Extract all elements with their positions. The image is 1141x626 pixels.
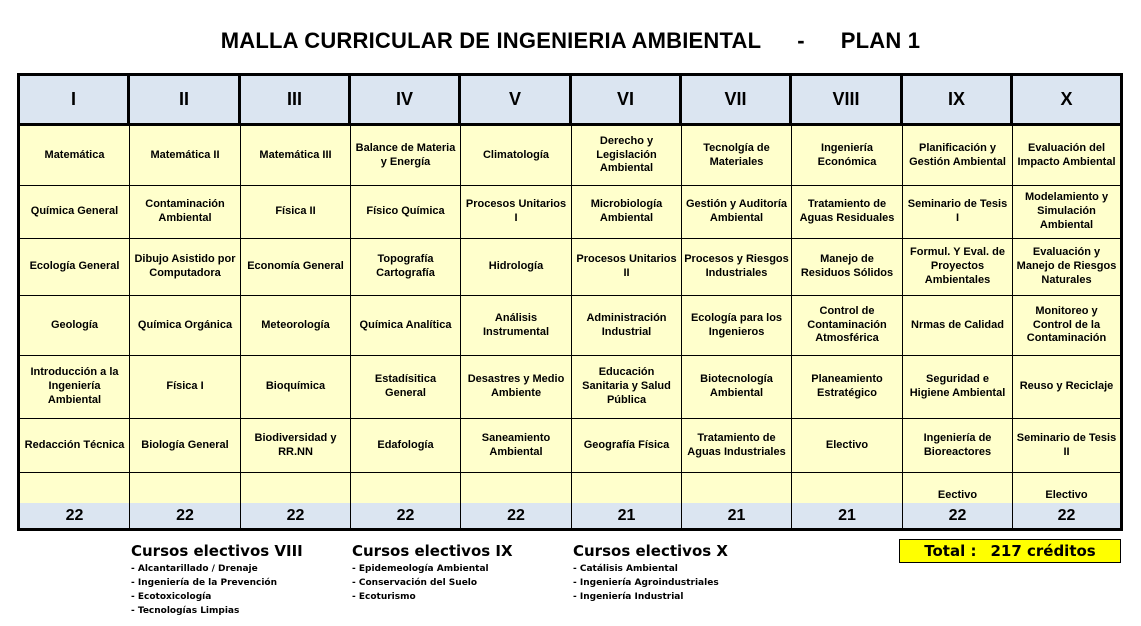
credits-cell: 22 [130,503,241,528]
course-cell: Balance de Materia y Energía [351,126,461,186]
course-cell: Física I [130,356,241,419]
semester-header: IX [903,76,1013,123]
electives-list [131,562,303,618]
total-value: 217 créditos [990,542,1096,560]
course-cell: Ingeniería Económica [792,126,903,186]
course-cell: Edafología [351,419,461,473]
course-cell: Planificación y Gestión Ambiental [903,126,1013,186]
title-separator: - [797,28,805,53]
credits-cell: 22 [903,503,1013,528]
course-cell: Dibujo Asistido por Computadora [130,239,241,296]
course-cell: Físico Química [351,186,461,239]
course-cell: Química General [20,186,130,239]
semester-header: II [130,76,241,123]
total-label: Total : [924,542,977,560]
course-cell: Planeamiento Estratégico [792,356,903,419]
course-cell: Geología [20,296,130,356]
course-cell: Electivo [1013,473,1120,520]
elective-item: - Ecoturismo [352,592,416,602]
credits-cell: 22 [461,503,572,528]
elective-item: - Ecotoxicología [131,592,212,602]
semester-header: V [461,76,572,123]
electives-x [573,542,728,604]
course-cell: Biodiversidad y RR.NN [241,419,351,473]
course-cell: Nrmas de Calidad [903,296,1013,356]
credits-cell: 21 [792,503,903,528]
electives-title: Cursos electivos X [573,542,728,560]
elective-item: - Conservación del Suelo [352,578,478,588]
page-title [0,28,1141,54]
course-cell: Desastres y Medio Ambiente [461,356,572,419]
course-cell: Hidrología [461,239,572,296]
semester-header: VI [572,76,682,123]
course-cell: Biología General [130,419,241,473]
semester-header: IV [351,76,461,123]
electives-title: Cursos electivos IX [352,542,513,560]
course-cell: Tratamiento de Aguas Residuales [792,186,903,239]
course-cell: Biotecnología Ambiental [682,356,792,419]
course-cell: Seminario de Tesis II [1013,419,1120,473]
course-cell: Bioquímica [241,356,351,419]
course-cell: Climatología [461,126,572,186]
course-cell: Matemática [20,126,130,186]
course-cell: Procesos Unitarios I [461,186,572,239]
course-cell: Formul. Y Eval. de Proyectos Ambientales [903,239,1013,296]
course-cell: Economía General [241,239,351,296]
course-cell: Ecología General [20,239,130,296]
course-cell: Electivo [792,419,903,473]
course-cell: Matemática III [241,126,351,186]
course-cell: Gestión y Auditoría Ambiental [682,186,792,239]
credits-cell: 21 [682,503,792,528]
course-cell: Educación Sanitaria y Salud Pública [572,356,682,419]
elective-item: - Alcantarillado / Drenaje [131,564,258,574]
elective-item: - Ingeniería Agroindustriales [573,578,719,588]
course-cell: Reuso y Reciclaje [1013,356,1120,419]
credits-cell: 22 [20,503,130,528]
course-cell: Introducción a la Ingeniería Ambiental [20,356,130,419]
course-cell: Evaluación y Manejo de Riesgos Naturales [1013,239,1120,296]
electives-viii [131,542,303,618]
course-cell: Matemática II [130,126,241,186]
course-cell: Seminario de Tesis I [903,186,1013,239]
course-cell: Química Orgánica [130,296,241,356]
plan-label: PLAN 1 [840,28,921,53]
electives-list [573,562,728,604]
course-cell: Química Analítica [351,296,461,356]
curriculum-table [17,73,1123,531]
credits-cell: 22 [351,503,461,528]
course-cell: Evaluación del Impacto Ambiental [1013,126,1120,186]
electives-title: Cursos electivos VIII [131,542,303,560]
course-cell: Tecnolgía de Materiales [682,126,792,186]
course-cell: Estadísitica General [351,356,461,419]
course-cell: Redacción Técnica [20,419,130,473]
total-credits-box [899,539,1121,563]
semester-header: III [241,76,351,123]
credits-cell: 21 [572,503,682,528]
course-cell: Eectivo [903,473,1013,520]
credits-cell: 22 [1013,503,1120,528]
course-cell: Modelamiento y Simulación Ambiental [1013,186,1120,239]
course-cell: Derecho y Legislación Ambiental [572,126,682,186]
course-cell: Microbiología Ambiental [572,186,682,239]
elective-item: - Tecnologías Limpias [131,606,240,616]
course-cell: Administración Industrial [572,296,682,356]
elective-item: - Catálisis Ambiental [573,564,678,574]
course-cell: Ingeniería de Bioreactores [903,419,1013,473]
elective-item: - Ingeniería Industrial [573,592,684,602]
course-cell: Procesos y Riesgos Industriales [682,239,792,296]
course-cell: Meteorología [241,296,351,356]
course-cell: Geografía Física [572,419,682,473]
course-cell: Monitoreo y Control de la Contaminación [1013,296,1120,356]
elective-item: - Epidemeología Ambiental [352,564,489,574]
semester-header: VII [682,76,792,123]
electives-list [352,562,513,604]
course-cell: Física II [241,186,351,239]
course-cell: Análisis Instrumental [461,296,572,356]
semester-header: X [1013,76,1120,123]
course-cell: Manejo de Residuos Sólidos [792,239,903,296]
course-cell: Procesos Unitarios II [572,239,682,296]
course-cell: Contaminación Ambiental [130,186,241,239]
semester-header: VIII [792,76,903,123]
course-cell: Saneamiento Ambiental [461,419,572,473]
semester-header: I [20,76,130,123]
electives-ix [352,542,513,604]
credits-cell: 22 [241,503,351,528]
course-cell: Control de Contaminación Atmosférica [792,296,903,356]
title-text: MALLA CURRICULAR DE INGENIERIA AMBIENTAL [220,28,762,53]
course-cell: Seguridad e Higiene Ambiental [903,356,1013,419]
course-cell: Topografía Cartografía [351,239,461,296]
elective-item: - Ingeniería de la Prevención [131,578,277,588]
course-cell: Ecología para los Ingenieros [682,296,792,356]
course-cell: Tratamiento de Aguas Industriales [682,419,792,473]
